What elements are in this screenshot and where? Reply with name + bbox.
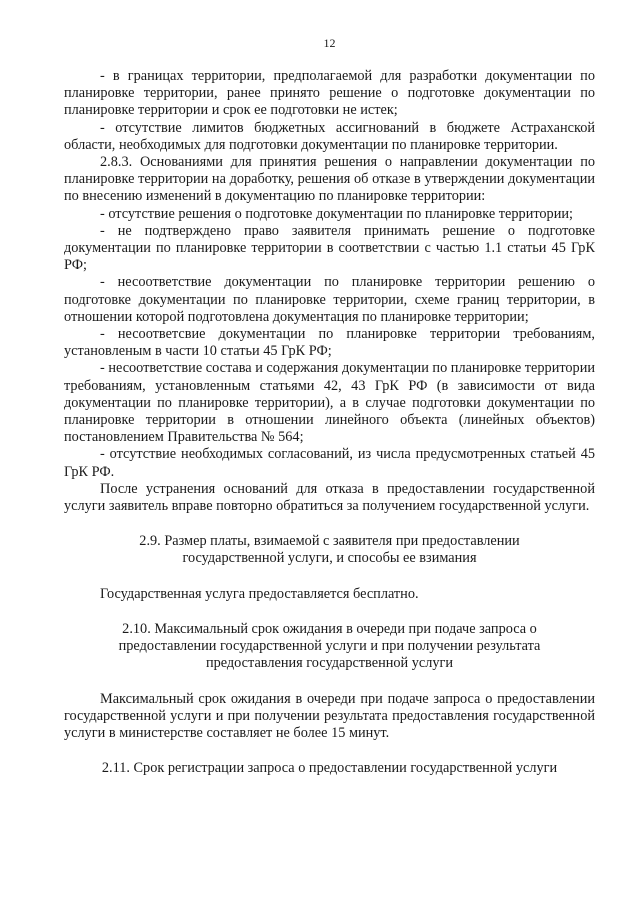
paragraph: - отсутствие лимитов бюджетных ассигнований в бюджете Астраханской области, необходимых для подготовки документации по планировке территории.	[64, 119, 595, 153]
paragraph: - несоответствие состава и содержания документации по планировке территории требованиям, установленным статьями 42, 43 ГрК РФ (в зависимости от вида документации по планировке территории), а в случае подготовки документации по планировке территории в отношении линейного объекта (линейных объектов) постановлением Правительства № 564;	[64, 360, 595, 446]
document-page	[64, 36, 595, 777]
section-heading: 2.10. Максимальный срок ожидания в очереди при подаче запроса о предоставлении государственной услуги и при получении результата предоставления государственной услуги	[118, 620, 541, 672]
section-2-11	[64, 760, 595, 777]
section-heading: 2.11. Срок регистрации запроса о предоставлении государственной услуги	[101, 760, 558, 777]
paragraph: - не подтверждено право заявителя принимать решение о подготовке документации по планировке территории в соответствии с частью 1.1 статьи 45 ГрК РФ;	[64, 222, 595, 274]
section-heading: 2.9. Размер платы, взимаемой с заявителя при предоставлении государственной услуги, и способы ее взимания	[139, 533, 520, 567]
paragraph: 2.8.3. Основаниями для принятия решения о направлении документации по планировке территории на доработку, решения об отказе в утверждении документации по внесению изменений в документацию по планировке территории:	[64, 154, 595, 205]
paragraph: - отсутствие решения о подготовке документации по планировке территории;	[100, 205, 573, 222]
grounds-list	[64, 68, 595, 515]
spacer	[64, 742, 595, 760]
paragraph: - отсутствие необходимых согласований, из числа предусмотренных статьей 45 ГрК РФ.	[64, 446, 595, 480]
spacer	[64, 515, 595, 533]
paragraph: - несоответствие документации по планировке территории решению о подготовке документации по планировке территории, схеме границ территории, в отношении которой подготовлена документация по планировке территории;	[64, 274, 595, 325]
page-number: 12	[323, 36, 336, 50]
spacer	[64, 568, 595, 586]
paragraph: - в границах территории, предполагаемой для разработки документации по планировке территории, ранее принято решение о подготовке документации по планировке территории и срок ее подготовки не истек;	[64, 68, 595, 119]
spacer	[64, 673, 595, 691]
section-2-9	[64, 533, 595, 567]
section-2-10	[64, 621, 595, 673]
paragraph: После устранения оснований для отказа в предоставлении государственной услуги заявитель вправе повторно обратиться за получением государственной услуги.	[64, 480, 595, 515]
paragraph: Государственная услуга предоставляется бесплатно.	[100, 585, 419, 602]
spacer	[64, 603, 595, 621]
paragraph: Максимальный срок ожидания в очереди при подаче запроса о предоставлении государственной услуги и при получении результата предоставления государственной услуги в министерстве составляет не более 15 минут.	[64, 690, 595, 741]
paragraph: - несоответсвие документации по планировке территории требованиям, установленым в части 10 статьи 45 ГрК РФ;	[64, 326, 595, 360]
